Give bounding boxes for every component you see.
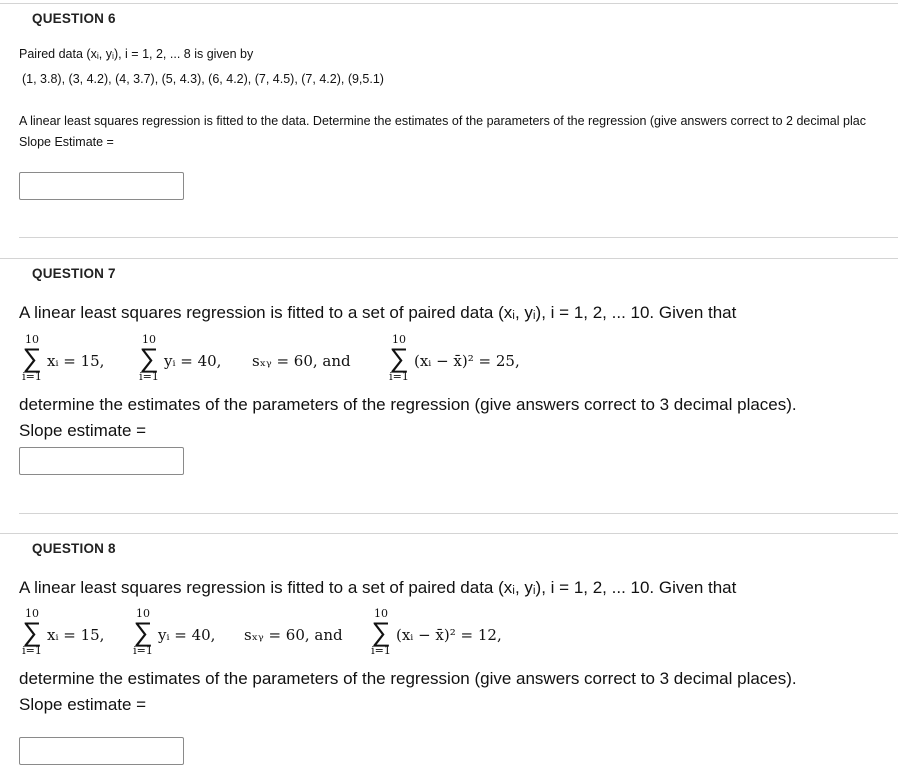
question-7-slope-label: Slope estimate =	[19, 421, 147, 440]
formula-term: yᵢ = 40,	[158, 626, 216, 644]
summation-upper: 10	[25, 333, 39, 346]
formula-term: sₓᵧ = 60, and	[244, 626, 343, 644]
question-8-determine: determine the estimates of the parameters of the regression (give answers correct to 3 decimal places).	[19, 669, 797, 688]
summation-icon: ∑	[389, 343, 409, 373]
formula-term: (xᵢ − x̄)² = 25,	[414, 352, 520, 370]
summation	[368, 608, 394, 656]
question-6-data-points: (1, 3.8), (3, 4.2), (4, 3.7), (5, 4.3), (6, 4.2), (7, 4.5), (7, 4.2), (9,5.1)	[22, 72, 384, 86]
summation	[386, 334, 412, 382]
summation-lower: i=1	[22, 644, 42, 657]
question-8-intro: A linear least squares regression is fitted to a set of paired data (xᵢ, yᵢ), i = 1, 2, ... 10. Given that	[19, 578, 737, 597]
summation-lower: i=1	[139, 370, 159, 383]
summation	[136, 334, 162, 382]
summation-upper: 10	[136, 607, 150, 620]
divider	[0, 3, 898, 4]
question-7-slope-input[interactable]	[19, 447, 184, 475]
question-8-slope-input[interactable]	[19, 737, 184, 765]
summation-upper: 10	[374, 607, 388, 620]
question-6-slope-input[interactable]	[19, 172, 184, 200]
summation-lower: i=1	[22, 370, 42, 383]
formula-term: sₓᵧ = 60, and	[252, 352, 351, 370]
summation-icon: ∑	[139, 343, 159, 373]
question-6-paired-data: Paired data (xᵢ, yᵢ), i = 1, 2, ... 8 is given by	[19, 47, 254, 61]
question-6-slope-label: Slope Estimate =	[19, 135, 114, 149]
question-6-instructions: A linear least squares regression is fitted to the data. Determine the estimates of the parameters of the regression (give answers correct to 2 decimal plac	[19, 114, 866, 128]
question-7-intro: A linear least squares regression is fitted to a set of paired data (xᵢ, yᵢ), i = 1, 2, ... 10. Given that	[19, 303, 737, 322]
divider	[19, 513, 898, 514]
summation-icon: ∑	[22, 617, 42, 647]
question-8-title: QUESTION 8	[32, 541, 116, 556]
summation-upper: 10	[25, 607, 39, 620]
divider	[0, 533, 898, 534]
summation	[130, 608, 156, 656]
question-8-slope-label: Slope estimate =	[19, 695, 147, 714]
summation-upper: 10	[392, 333, 406, 346]
divider	[19, 237, 898, 238]
summation-icon: ∑	[371, 617, 391, 647]
divider	[0, 258, 898, 259]
summation-upper: 10	[142, 333, 156, 346]
formula-term: yᵢ = 40,	[164, 352, 222, 370]
question-7-title: QUESTION 7	[32, 266, 116, 281]
summation-icon: ∑	[22, 343, 42, 373]
summation	[19, 608, 45, 656]
formula-term: xᵢ = 15,	[47, 626, 105, 644]
summation-icon: ∑	[133, 617, 153, 647]
summation	[19, 334, 45, 382]
question-6-title: QUESTION 6	[32, 11, 116, 26]
formula-term: (xᵢ − x̄)² = 12,	[396, 626, 502, 644]
formula-term: xᵢ = 15,	[47, 352, 105, 370]
summation-lower: i=1	[371, 644, 391, 657]
summation-lower: i=1	[389, 370, 409, 383]
question-7-determine: determine the estimates of the parameters of the regression (give answers correct to 3 decimal places).	[19, 395, 797, 414]
summation-lower: i=1	[133, 644, 153, 657]
